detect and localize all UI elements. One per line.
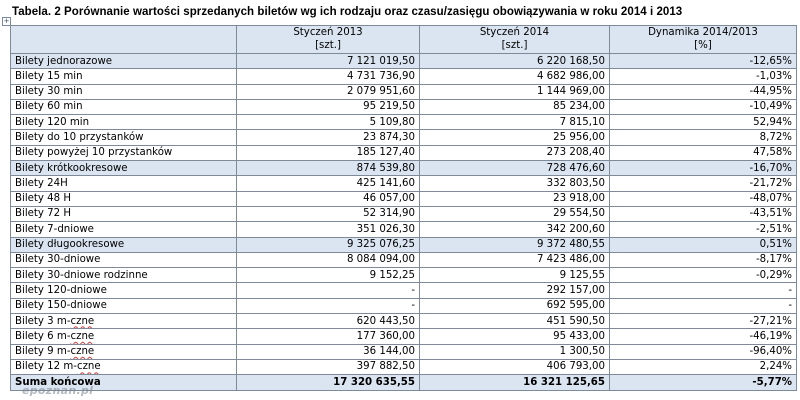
table-row <box>11 69 797 84</box>
table-row <box>11 344 797 359</box>
dynamics-value: -8,17% <box>610 252 797 267</box>
value-2014: 7 423 486,00 <box>420 252 610 267</box>
row-label: Bilety 9 m-czne <box>11 344 237 359</box>
value-2014: 1 144 969,00 <box>420 84 610 99</box>
value-2014: 728 476,60 <box>420 161 610 176</box>
row-label: Bilety 15 min <box>11 69 237 84</box>
table-row <box>11 252 797 267</box>
header-dynamics: Dynamika 2014/2013 [%] <box>610 26 797 54</box>
value-2013: 177 360,00 <box>237 329 420 344</box>
value-2013: 425 141,60 <box>237 176 420 191</box>
row-label: Bilety 12 m-czne <box>11 359 237 374</box>
value-2013: 7 121 019,50 <box>237 54 420 69</box>
table-row <box>11 314 797 329</box>
row-label: Bilety 30-dniowe rodzinne <box>11 268 237 283</box>
dynamics-value: -0,29% <box>610 268 797 283</box>
dynamics-value: -46,19% <box>610 329 797 344</box>
table-total-row <box>11 375 797 390</box>
table-row <box>11 283 797 298</box>
dynamics-value: -44,95% <box>610 84 797 99</box>
table-row <box>11 99 797 114</box>
row-label: Bilety jednorazowe <box>11 54 237 69</box>
dynamics-value: -96,40% <box>610 344 797 359</box>
value-2014: 6 220 168,50 <box>420 54 610 69</box>
row-label: Bilety 30 min <box>11 84 237 99</box>
table-row <box>11 145 797 160</box>
value-2013: 2 079 951,60 <box>237 84 420 99</box>
table-row <box>11 130 797 145</box>
dynamics-value: -43,51% <box>610 206 797 221</box>
value-2014: 9 125,55 <box>420 268 610 283</box>
row-label: Bilety 6 m-czne <box>11 329 237 344</box>
dynamics-value: -2,51% <box>610 222 797 237</box>
table-row <box>11 115 797 130</box>
row-label: Bilety 30-dniowe <box>11 252 237 267</box>
value-2013: 5 109,80 <box>237 115 420 130</box>
value-2014: 23 918,00 <box>420 191 610 206</box>
value-2013: 9 152,25 <box>237 268 420 283</box>
row-label: Bilety 120 min <box>11 115 237 130</box>
table-group-row <box>11 54 797 69</box>
header-category <box>11 26 237 54</box>
value-2014: 342 200,60 <box>420 222 610 237</box>
value-2014: 1 300,50 <box>420 344 610 359</box>
dynamics-value: 0,51% <box>610 237 797 252</box>
row-label: Bilety 72 H <box>11 206 237 221</box>
dynamics-value: - <box>610 298 797 313</box>
dynamics-value: -21,72% <box>610 176 797 191</box>
value-2013: 4 731 736,90 <box>237 69 420 84</box>
dynamics-value: -12,65% <box>610 54 797 69</box>
dynamics-value: 52,94% <box>610 115 797 130</box>
header-jan-2013: Styczeń 2013 [szt.] <box>237 26 420 54</box>
table-group-row <box>11 237 797 252</box>
value-2014: 451 590,50 <box>420 314 610 329</box>
value-2014: 95 433,00 <box>420 329 610 344</box>
row-label: Suma końcowa <box>11 375 237 390</box>
source-watermark: epoznan.pl <box>22 384 94 397</box>
table-row <box>11 298 797 313</box>
value-2013: 620 443,50 <box>237 314 420 329</box>
table-row <box>11 191 797 206</box>
dynamics-value: -10,49% <box>610 99 797 114</box>
row-label: Bilety 120-dniowe <box>11 283 237 298</box>
value-2013: 52 314,90 <box>237 206 420 221</box>
value-2013: 95 219,50 <box>237 99 420 114</box>
value-2013: - <box>237 283 420 298</box>
dynamics-value: -48,07% <box>610 191 797 206</box>
value-2014: 16 321 125,65 <box>420 375 610 390</box>
table-row <box>11 359 797 374</box>
row-label: Bilety 48 H <box>11 191 237 206</box>
tickets-comparison-table <box>10 25 797 391</box>
dynamics-value: 8,72% <box>610 130 797 145</box>
row-label: Bilety 24H <box>11 176 237 191</box>
value-2013: 185 127,40 <box>237 145 420 160</box>
value-2013: 36 144,00 <box>237 344 420 359</box>
dynamics-value: -5,77% <box>610 375 797 390</box>
value-2014: 7 815,10 <box>420 115 610 130</box>
table-move-handle-icon[interactable]: + <box>3 17 10 25</box>
table-title: Tabela. 2 Porównanie wartości sprzedanych biletów wg ich rodzaju oraz czasu/zasięgu obowiązywania w roku 2014 i 2013 <box>12 6 683 18</box>
dynamics-value: -27,21% <box>610 314 797 329</box>
dynamics-value: 2,24% <box>610 359 797 374</box>
table-group-row <box>11 161 797 176</box>
value-2014: 4 682 986,00 <box>420 69 610 84</box>
value-2014: 9 372 480,55 <box>420 237 610 252</box>
table-header-row <box>11 26 797 54</box>
row-label: Bilety krótkookresowe <box>11 161 237 176</box>
value-2014: 25 956,00 <box>420 130 610 145</box>
dynamics-value: -16,70% <box>610 161 797 176</box>
row-label: Bilety 150-dniowe <box>11 298 237 313</box>
dynamics-value: - <box>610 283 797 298</box>
value-2014: 692 595,00 <box>420 298 610 313</box>
table-row <box>11 206 797 221</box>
value-2013: 397 882,50 <box>237 359 420 374</box>
row-label: Bilety powyżej 10 przystanków <box>11 145 237 160</box>
value-2014: 406 793,00 <box>420 359 610 374</box>
dynamics-value: 47,58% <box>610 145 797 160</box>
value-2013: 46 057,00 <box>237 191 420 206</box>
value-2014: 292 157,00 <box>420 283 610 298</box>
table-row <box>11 222 797 237</box>
header-jan-2014: Styczeń 2014 [szt.] <box>420 26 610 54</box>
table-row <box>11 268 797 283</box>
table-row <box>11 176 797 191</box>
value-2014: 332 803,50 <box>420 176 610 191</box>
row-label: Bilety 60 min <box>11 99 237 114</box>
value-2013: 9 325 076,25 <box>237 237 420 252</box>
value-2013: 8 084 094,00 <box>237 252 420 267</box>
value-2014: 29 554,50 <box>420 206 610 221</box>
value-2013: 17 320 635,55 <box>237 375 420 390</box>
table-row <box>11 329 797 344</box>
dynamics-value: -1,03% <box>610 69 797 84</box>
value-2014: 85 234,00 <box>420 99 610 114</box>
row-label: Bilety 3 m-czne <box>11 314 237 329</box>
row-label: Bilety do 10 przystanków <box>11 130 237 145</box>
table-row <box>11 84 797 99</box>
value-2013: - <box>237 298 420 313</box>
value-2014: 273 208,40 <box>420 145 610 160</box>
value-2013: 874 539,80 <box>237 161 420 176</box>
row-label: Bilety długookresowe <box>11 237 237 252</box>
value-2013: 23 874,30 <box>237 130 420 145</box>
row-label: Bilety 7-dniowe <box>11 222 237 237</box>
value-2013: 351 026,30 <box>237 222 420 237</box>
